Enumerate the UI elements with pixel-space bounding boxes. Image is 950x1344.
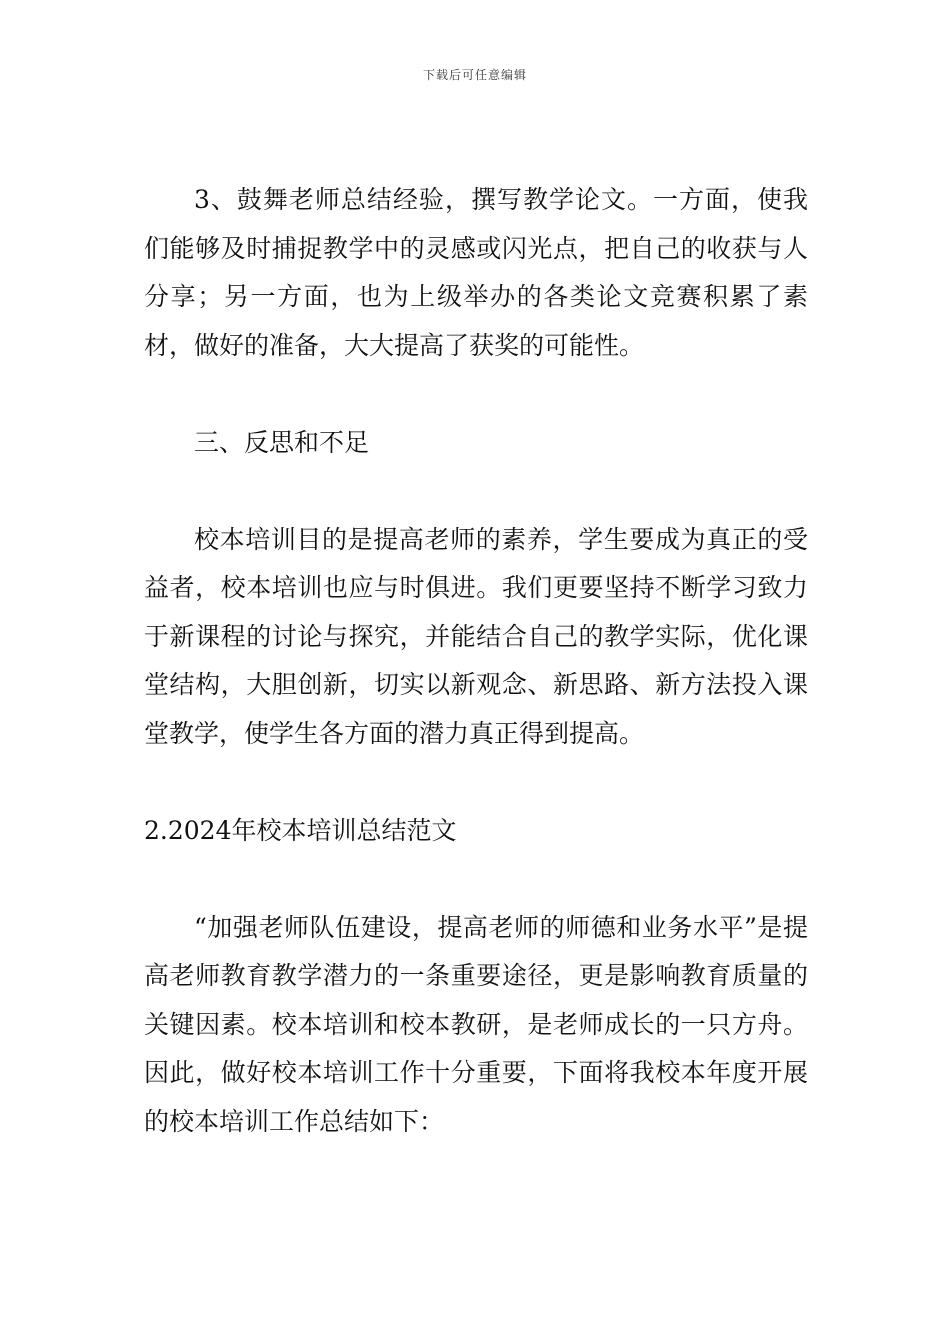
page-header: 下载后可任意编辑 (422, 68, 527, 82)
paragraph-writing-papers: 3、鼓舞老师总结经验，撰写教学论文。一方面，使我们能够及时捕捉教学中的灵感或闪光点，把自己的收获与人分享；另一方面，也为上级举办的各类论文竞赛积累了素材，做好的准备，大大提高了获奖的可能性。 (144, 185, 808, 360)
paragraph-reflection: 校本培训目的是提高老师的素养，学生要成为真正的受益者，校本培训也应与时俱进。我们更要坚持不断学习致力于新课程的讨论与探究，并能结合自己的教学实际，优化课堂结构，大胆创新，切实以新观念、新思路、新方法投入课堂教学，使学生各方面的潜力真正得到提高。 (144, 524, 808, 748)
article-title: 2.2024年校本培训总结范文 (144, 815, 457, 845)
paragraph-introduction: “加强老师队伍建设，提高老师的师德和业务水平”是提高老师教育教学潜力的一条重要途径，更是影响教育质量的关键因素。校本培训和校本教研，是老师成长的一只方舟。因此，做好校本培训工作十分重要，下面将我校本年度开展的校本培训工作总结如下： (144, 912, 808, 1136)
document-body (144, 176, 808, 1195)
section-heading-reflection: 三、反思和不足 (194, 427, 370, 457)
